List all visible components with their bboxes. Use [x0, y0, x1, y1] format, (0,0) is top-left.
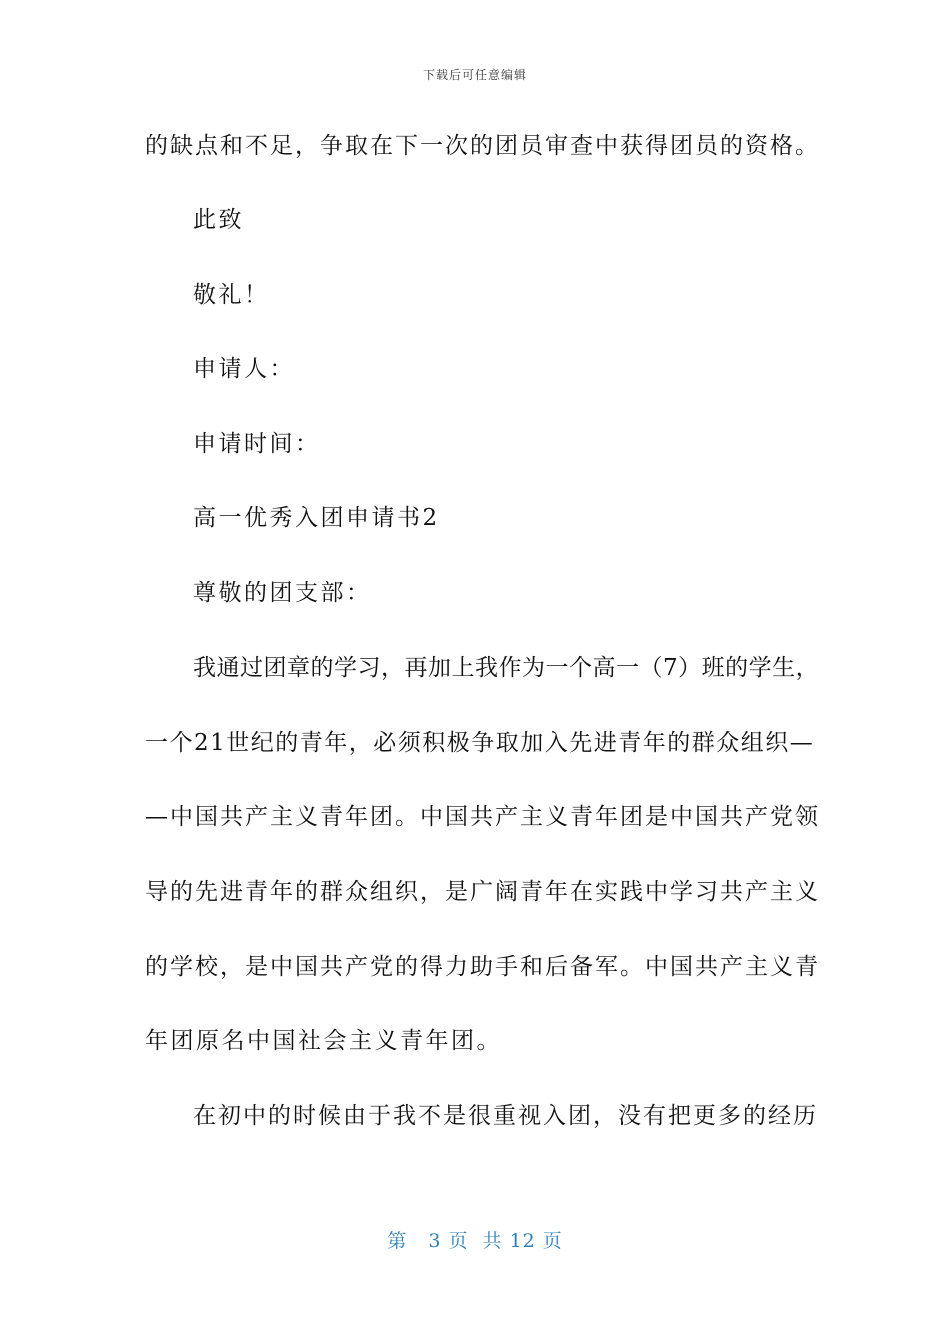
- paragraph-line: 导的先进青年的群众组织，是广阔青年在实践中学习共产主义: [145, 879, 820, 905]
- paragraph-line: —中国共产主义青年团。中国共产主义青年团是中国共产党领: [145, 804, 820, 830]
- letter-greeting: 尊敬的团支部：: [193, 580, 372, 606]
- paragraph-line: 一个21世纪的青年，必须积极争取加入先进青年的群众组织—: [145, 730, 815, 756]
- section-title: 高一优秀入团申请书2: [193, 505, 440, 531]
- page-header: 下载后可任意编辑: [422, 68, 527, 82]
- closing-regards: 敬礼！: [193, 282, 270, 308]
- application-date-label: 申请时间：: [193, 431, 321, 457]
- paragraph-line: 的缺点和不足，争取在下一次的团员审查中获得团员的资格。: [145, 133, 820, 159]
- applicant-label: 申请人：: [193, 356, 295, 382]
- closing-salutation: 此致: [193, 207, 244, 233]
- page-number-footer: 第 3 页 共 12 页: [387, 1230, 563, 1252]
- paragraph-line: 的学校，是中国共产党的得力助手和后备军。中国共产主义青: [145, 954, 820, 980]
- paragraph-line: 我通过团章的学习，再加上我作为一个高一（7）班的学生，: [193, 655, 820, 681]
- paragraph-line: 年团原名中国社会主义青年团。: [145, 1028, 502, 1054]
- paragraph-line: 在初中的时候由于我不是很重视入团，没有把更多的经历: [193, 1103, 818, 1129]
